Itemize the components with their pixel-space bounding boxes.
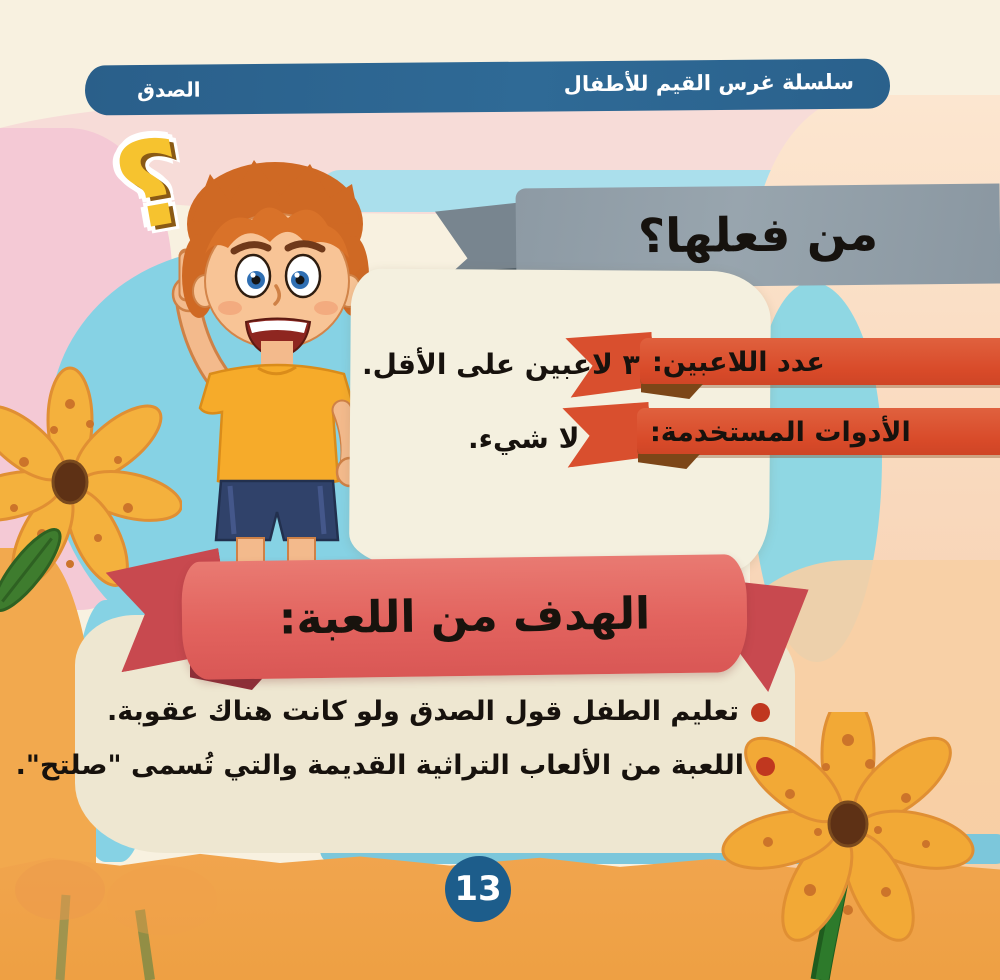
tools-value: لا شيء. [468,422,580,455]
goal-bullet-2 [15,748,775,784]
topic-label: الصدق [136,77,201,103]
page-number: 13 [454,869,502,909]
series-title: سلسلة غرس القيم للأطفال [563,69,855,97]
goal-bullet-2-text: اللعبة من الألعاب التراثية القديمة والتي تُسمى "صلتح". [15,750,744,781]
page-number-badge [445,856,511,922]
question-mark-sticker: ؟ [104,111,196,259]
bullet-dot-icon [756,757,775,776]
players-label: عدد اللاعبين: [652,347,825,378]
goal-banner [181,554,748,680]
tools-label: الأدوات المستخدمة: [650,417,911,448]
goal-bullet-1 [107,694,770,730]
bottom-left-plants [0,855,280,980]
goal-heading: الهدف من اللعبة: [278,588,651,645]
players-value: ٣ لاعبين على الأقل. [362,348,640,381]
bullet-dot-icon [751,703,770,722]
goal-bullet-1-text: تعليم الطفل قول الصدق ولو كانت هناك عقوبة. [107,696,739,727]
page-title: من فعلها؟ [637,206,879,265]
